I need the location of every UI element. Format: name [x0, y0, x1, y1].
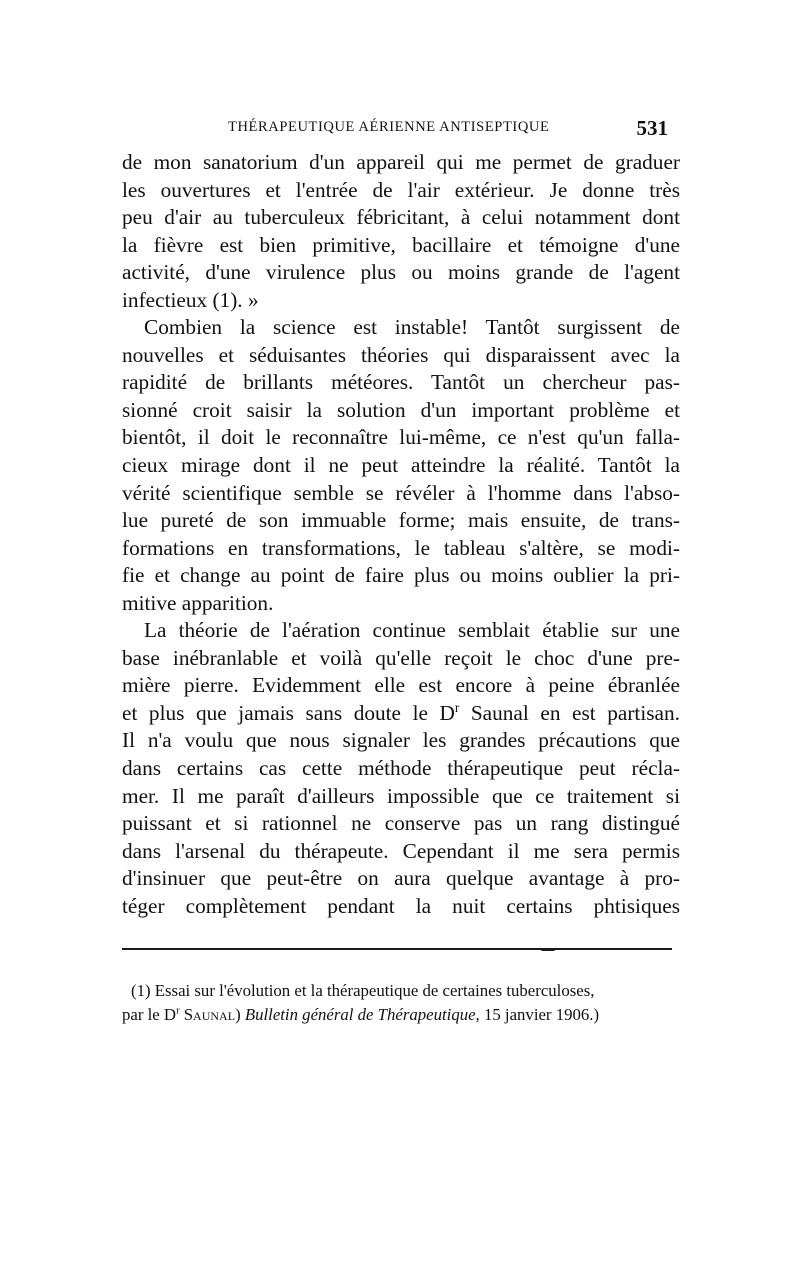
text-line: d'insinuer que peut-être on aura quelque avantage à pro-: [122, 866, 680, 891]
text-line: rapidité de brillants météores. Tantôt un chercheur pas-: [122, 370, 680, 395]
footnote-marker: (1): [131, 981, 151, 1000]
text-line: Combien la science est instable! Tantôt surgissent de: [144, 315, 680, 340]
text-line: lue pureté de son immuable forme; mais ensuite, de trans-: [122, 508, 680, 533]
footnote-text: Essai sur l'évolution et la thérapeutique de certaines tuberculoses,: [150, 981, 595, 1000]
running-title: THÉRAPEUTIQUE AÉRIENNE ANTISEPTIQUE: [228, 119, 550, 135]
text-line: peu d'air au tuberculeux fébricitant, à celui notamment dont: [122, 205, 680, 230]
footnote-text: par le D: [122, 1005, 177, 1024]
text-fragment: Saunal en est partisan.: [459, 700, 680, 725]
running-header: [228, 116, 668, 140]
text-line: dans l'arsenal du thérapeute. Cependant il me sera permis: [122, 838, 680, 863]
text-line: sionné croit saisir la solution d'un important problème et: [122, 397, 680, 422]
footnote-text: ): [235, 1005, 245, 1024]
text-line: dans certains cas cette méthode thérapeutique peut récla-: [122, 756, 680, 781]
superscript-r: r: [454, 699, 460, 715]
text-line: téger complètement pendant la nuit certains phtisiques: [122, 893, 680, 918]
footnote-separator-rule: [122, 948, 672, 950]
footnote-date: 15 janvier 1906.): [479, 1005, 600, 1024]
text-line: Il n'a voulu que nous signaler les grandes précautions que: [122, 728, 680, 753]
text-line: mière pierre. Evidemment elle est encore à peine ébranlée: [122, 673, 680, 698]
separator-rule-notch: [540, 948, 556, 951]
text-line: puissant et si rationnel ne conserve pas un rang distingué: [122, 811, 680, 836]
text-line: la fièvre est bien primitive, bacillaire et témoigne d'une: [122, 232, 680, 257]
text-line: mer. Il me paraît d'ailleurs impossible que ce traitement si: [122, 783, 680, 808]
text-line: base inébranlable et voilà qu'elle reçoit le choc d'une pre-: [122, 645, 680, 670]
footnote-line: [122, 1003, 671, 1027]
footnote: [122, 979, 671, 1027]
text-line: cieux mirage dont il ne peut atteindre la réalité. Tantôt la: [122, 453, 680, 478]
text-line: les ouvertures et l'entrée de l'air extérieur. Je donne très: [122, 177, 680, 202]
text-line: vérité scientifique semble se révéler à l'homme dans l'abso-: [122, 480, 680, 505]
footnote-journal-title: Bulletin général de Thérapeutique,: [244, 1005, 480, 1024]
text-line: formations en transformations, le tableau s'altère, se modi-: [122, 535, 680, 560]
text-line: de mon sanatorium d'un appareil qui me permet de graduer: [122, 150, 680, 174]
text-line: infectieux (1). »: [122, 287, 259, 312]
text-line: bientôt, il doit le reconnaître lui-même, ce n'est qu'un falla-: [122, 425, 680, 450]
text-line: La théorie de l'aération continue semblait établie sur une: [144, 618, 680, 643]
superscript-r: r: [176, 1005, 180, 1017]
text-line: mitive apparition.: [122, 590, 274, 615]
body-text: [122, 149, 680, 920]
text-line: fie et change au point de faire plus ou moins oublier la pri-: [122, 563, 680, 588]
footnote-author: Saunal: [179, 1005, 236, 1024]
text-line: [122, 700, 680, 728]
text-fragment: et plus que jamais sans doute le D: [122, 700, 455, 725]
footnote-line: [131, 979, 671, 1003]
text-line: nouvelles et séduisantes théories qui disparaissent avec la: [122, 342, 680, 367]
text-line: activité, d'une virulence plus ou moins grande de l'agent: [122, 260, 680, 285]
page-number: 531: [636, 116, 668, 140]
